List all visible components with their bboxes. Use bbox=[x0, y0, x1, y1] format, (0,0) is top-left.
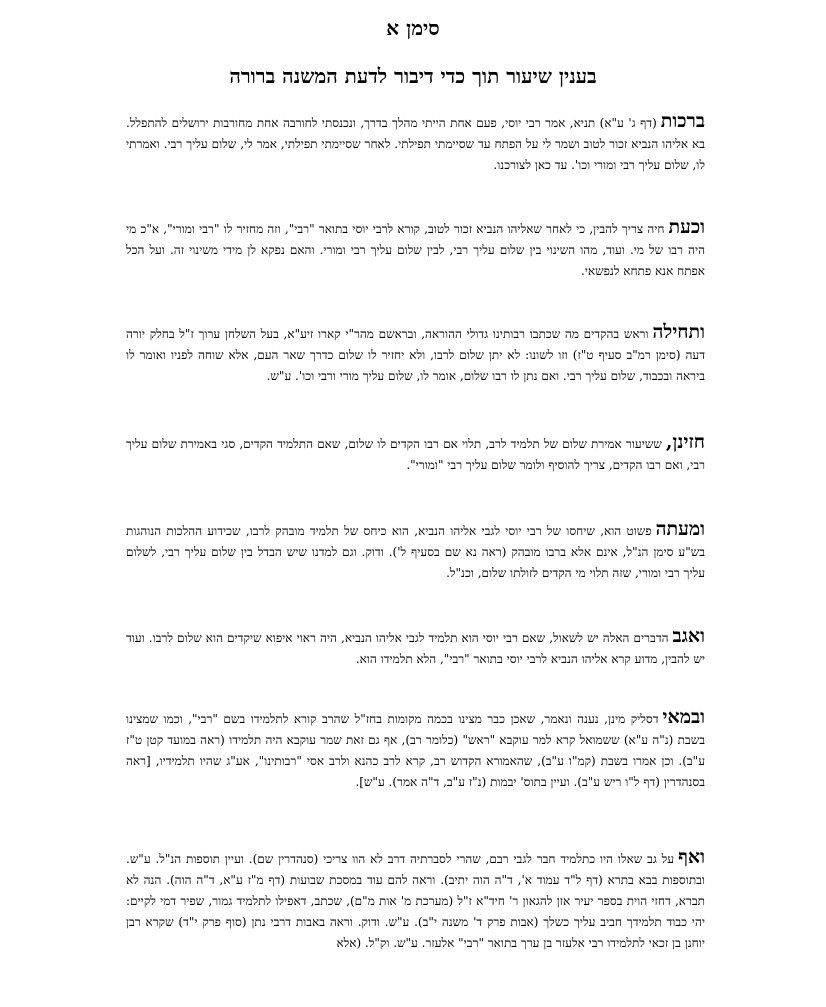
paragraph-lead-word: ובמאי bbox=[662, 706, 705, 728]
paragraph-text: דסליק מינן, נענה ונאמר, שאכן כבר מצינו בכמה מקומות בחז"ל שהרב קורא לתלמידו בשם "רבי", וכמו שמצינו בשבת (נ"ה ע"א) ששמואל קרא למר עוקבא "ראש" (כלומר רב), אף גם זאת שמר עוקבא היה תלמידו (ראה במועד קטן ט"ז ע"ב). וכן אמרו בשבת (קמ"ו ע"ב), שהאמורא הקדוש רב, קרא לרב כהנא ולרב אסי "רבותינו", אע"ג שהיו תלמידיו, [ראה בסנהדרין (דף ל"ו ריש ע"ב). ועיין בתוס' יבמות (נ"ז ע"ב, ד"ה אמר). ע"ש]. bbox=[126, 712, 705, 789]
paragraph-veata bbox=[126, 217, 705, 282]
paragraph-text: פשוט הוא, שיחסו של רבי יוסי לגבי אליהו הנביא, הוא כיחס של תלמיד מובהק לרבו, שכידוע ההלכות הנוהגות בש"ע סימן הנ"ל, אינם אלא ברבו מובהק (ראה נא שם בסעיף ל'). ודוק. וגם למדנו שיש הבדל בין שלום עליך רבי, לשלום עליך רבי ומורי, שזה תלוי מי הקדים לזולתו שלום, וכנ"ל. bbox=[126, 524, 705, 580]
paragraph-text: הדברים האלה יש לשאול, שאם רבי יוסי הוא תלמיד לגבי אליהו הנביא, היה ראוי איפוא שיקדים הוא שלום לרבו. ועוד יש להבין, מדוע קרא אליהו הנביא לרבי יוסי בתואר "רבי", הלא תלמידו הוא. bbox=[126, 631, 705, 666]
paragraph-lead-word: ותחילה bbox=[652, 321, 705, 343]
paragraph-text: (דף ג' ע"א) תניא, אמר רבי יוסי, פעם אחת הייתי מהלך בדרך, ונכנסתי לחורבה אחת מחורבות ירושלים להתפלל. בא אליהו הנביא זכור לטוב ושמר לי על הפתח עד שסיימתי תפילתי. לאחר שסיימתי תפילתי, אמר לי, שלום עליך רבי. ואמרתי לו, שלום עליך רבי ומורי וכו'. עד כאן לצורכנו. bbox=[126, 116, 705, 172]
paragraph-lead-word: וכעת bbox=[668, 216, 705, 238]
paragraph-lead-word: ברכות bbox=[660, 110, 705, 132]
paragraph-lead-word: חזינן, bbox=[665, 431, 705, 453]
paragraph-veagav bbox=[126, 626, 705, 670]
paragraph-veaf bbox=[126, 847, 705, 954]
paragraph-text: על גב שאלו היו כתלמיד חבר לגבי רבם, שהרי לסברתיה דרב לא הוו צריכי (סנהדרין שם). ועיין תוספות הנ"ל. ע"ש. ובתוספות בבא בתרא (דף ל"ד עמוד א', ד"ה הוה יתיב). וראה להם עוד במסכת שבועות (דף מ"ז ע"א, ד"ה הוה). הנה לא תברא, דחזי הוית בספר יעיר אזן להגאון ר' חיד"א ז"ל (מערכת מ' אות מ"ם), שכתב, דאפילו לתלמיד גמור, שפיר דמי לקיים: יהי כבוד תלמידך חביב עליך כשלך (אבות פרק ד' משנה י"ב). ע"ש. ודוק. וראה באבות דרבי נתן (סוף פרק י"ד) שקרא רבן יוחנן בן זכאי לתלמידו רבי אלעזר בן ערך בתואר "רבי" אלעזר. ע"ש. וק"ל. (אלא bbox=[126, 852, 705, 950]
paragraph-uvemai bbox=[126, 707, 705, 793]
paragraph-text: וראש בהקדים מה שכתבו רבותינו גדולי ההוראה, ובראשם מהר"י קארו זיע"א, בעל השלחן ערוך ז"ל בחלק יורה דעה (סימן רמ"ב סעיף ט"ז) וזו לשונו: לא יתן שלום לרבו, ולא יחזיר לו שלום כדרך שאר העם, אלא שוחה לפניו ואומר לו ביראה ובכבוד, שלום עליך רבי. ואם נתן לו רבו שלום, אומר לו, שלום עליך מורי ורבי וכו'. ע"ש. bbox=[126, 327, 705, 383]
siman-heading: סימן א bbox=[386, 16, 440, 40]
paragraph-text: חיה צריך להבין, כי לאחר שאליהו הנביא זכור לטוב, קורא לרבי יוסי בתואר "רבי", וזה מחזיר לו "רבי ומורי", א"כ מי היה רבו של מי. ועוד, מהו השינוי בין שלום עליך רבי, לבין שלום עליך רבי ומורי. והאם נפקא לן מידי משינוי זה. ועל הכל אפתח אנא פתחא לנפשאי. bbox=[126, 222, 705, 278]
paragraph-umeata bbox=[126, 519, 705, 584]
paragraph-chazinan bbox=[126, 432, 705, 476]
chapter-subtitle: בענין שיעור תוך כדי דיבור לדעת המשנה ברורה bbox=[229, 64, 597, 88]
paragraph-lead-word: ומעתה bbox=[655, 518, 705, 540]
paragraph-berachot bbox=[126, 111, 705, 176]
paragraph-text: ששיעור אמירת שלום של תלמיד לרב, תלוי אם רבו הקדים לו שלום, שאם התלמיד הקדים, סגי באמירת שלום עליך רבי, ואם רבו הקדים, צריך להוסיף ולומר שלום עליך רבי "ומורי". bbox=[126, 437, 705, 472]
paragraph-lead-word: ואגב bbox=[672, 625, 705, 647]
paragraph-lead-word: ואף bbox=[678, 846, 705, 868]
paragraph-utechila bbox=[126, 322, 705, 387]
